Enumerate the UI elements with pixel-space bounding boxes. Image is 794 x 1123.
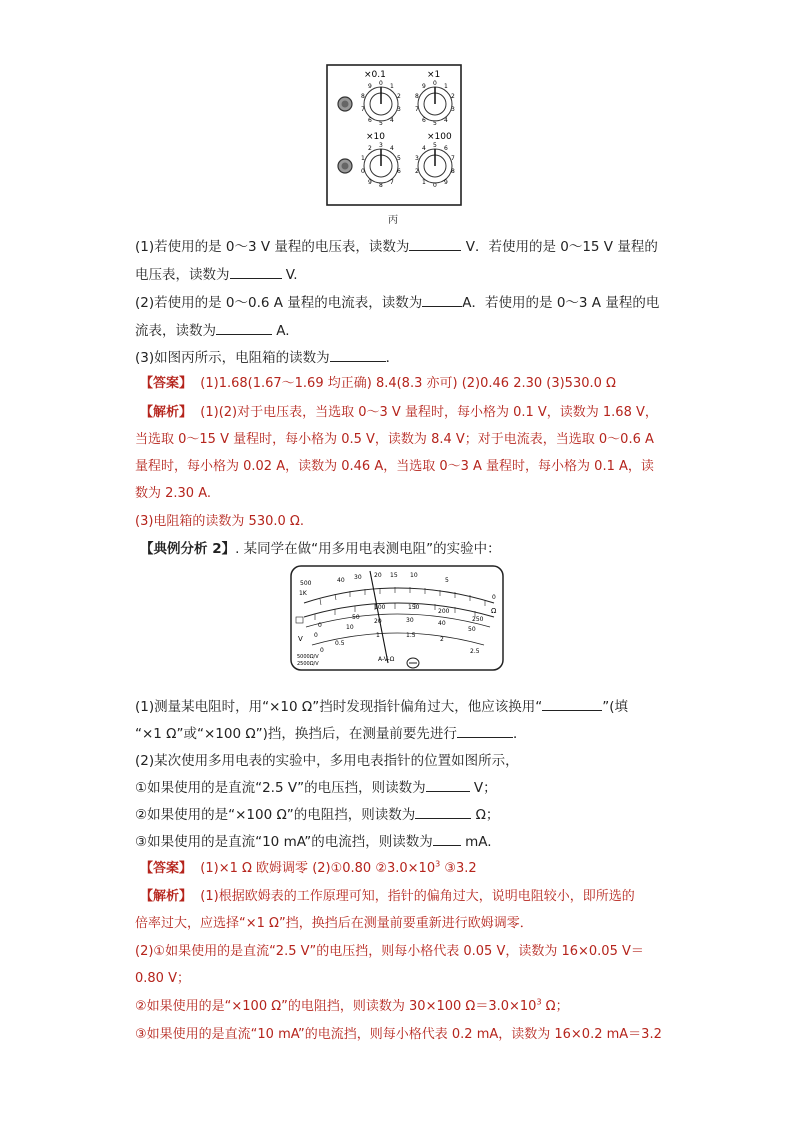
explanation-1-line3: 量程时，每小格为 0.02 A，读数为 0.46 A，当选取 0～3 A 量程时，每小格为 0.1 A，读: [135, 459, 654, 474]
ac-scale-label: 2.5: [470, 648, 480, 655]
svg-text:1: 1: [444, 83, 448, 90]
explanation-label: 【解析】: [140, 405, 193, 420]
example-2-heading: [140, 539, 501, 559]
function-label: A-V-Ω: [378, 656, 395, 663]
sensitivity-label-dc: 5000Ω/V: [297, 654, 319, 660]
svg-text:0: 0: [379, 80, 383, 87]
answer-blank: [216, 320, 272, 335]
svg-text:4: 4: [390, 117, 394, 124]
q1-text: V．若使用的是 0～15 V 量程的: [465, 239, 658, 255]
svg-text:2: 2: [415, 168, 419, 175]
small-scale-label: 50: [468, 626, 476, 633]
small-scale-label: 0: [314, 632, 318, 639]
ac-scale-label: 0.5: [335, 640, 345, 647]
q1-text: A.: [276, 323, 290, 339]
explanation-1-line4: 数为 2.30 A.: [135, 486, 212, 501]
q2-text: ”(填: [602, 699, 628, 715]
multimeter-face: [290, 565, 504, 671]
answer-blank: [426, 777, 470, 792]
answer-blank: [457, 723, 513, 738]
svg-text:5: 5: [379, 120, 383, 127]
answer-exponent: 3: [435, 859, 441, 869]
ac-scale-label: 2: [440, 636, 444, 643]
small-scale-label: 30: [406, 617, 414, 624]
explanation-1-line5: (3)电阻箱的读数为 530.0 Ω.: [135, 514, 304, 529]
svg-text:8: 8: [379, 182, 383, 189]
dial-label-x10: ×10: [366, 132, 385, 142]
resistance-box-figure: [326, 64, 462, 206]
svg-text:3: 3: [397, 106, 401, 113]
q2-line2: [135, 723, 526, 744]
dial-label-x1: ×1: [427, 70, 441, 80]
answer-blank: [409, 236, 461, 251]
small-scale-label: 10: [346, 624, 354, 631]
mid-scale-label: 200: [438, 608, 450, 615]
q2-text: “×1 Ω”或“×100 Ω”)挡，换挡后，在测量前要先进行: [135, 726, 457, 742]
q2-line5: [135, 804, 499, 825]
figure-caption: 丙: [388, 215, 398, 226]
svg-text:7: 7: [361, 106, 365, 113]
svg-text:1: 1: [390, 83, 394, 90]
explanation-1-line2: 当选取 0～15 V 量程时，每小格为 0.5 V，读数为 8.4 V；对于电流表，当选取 0～0.6 A: [135, 432, 654, 447]
q1-text: V.: [285, 267, 298, 283]
svg-text:5: 5: [433, 142, 437, 149]
svg-text:7: 7: [415, 106, 419, 113]
answer-text: ③3.2: [440, 861, 477, 876]
small-scale-label: 20: [374, 618, 382, 625]
explanation-text: (1)(2)对于电压表，当选取 0～3 V 量程时，每小格为 0.1 V，读数为 1.68 V，: [200, 405, 658, 420]
q1-text: A．若使用的是 0～3 A 量程的电: [462, 295, 660, 311]
ac-scale-label: 0: [320, 647, 324, 654]
answer-blank: [433, 831, 461, 846]
multimeter-figure: [290, 565, 504, 671]
svg-text:9: 9: [368, 179, 372, 186]
mid-scale-label: 250: [472, 616, 484, 623]
explanation-2-line1: [140, 887, 635, 907]
answer-blank: [542, 696, 602, 711]
svg-text:2: 2: [451, 93, 455, 100]
svg-text:4: 4: [390, 145, 394, 152]
q1-line3: [135, 292, 659, 313]
q1-line2: [135, 264, 298, 285]
explanation-2-line4: 0.80 V；: [135, 971, 190, 986]
q1-text: (2)若使用的是 0～0.6 A 量程的电流表，读数为: [135, 295, 423, 311]
q2-text: ③如果使用的是直流“10 mA”的电流挡，则读数为: [135, 834, 433, 850]
top-scale-label-30: 30: [354, 574, 362, 581]
svg-text:0: 0: [433, 80, 437, 87]
svg-text:7: 7: [390, 179, 394, 186]
top-scale-label-1k: 1K: [299, 590, 307, 597]
svg-text:8: 8: [415, 93, 419, 100]
q2-line4: [135, 777, 497, 798]
answer-text: (1)×1 Ω 欧姆调零 (2)①0.80 ②3.0×10: [200, 861, 436, 876]
q1-line4: [135, 320, 290, 341]
answer-1: [140, 374, 616, 394]
answer-blank: [422, 292, 462, 307]
explanation-2-line3: (2)①如果使用的是直流“2.5 V”的电压挡，则每小格代表 0.05 V，读数为 16×0.05 V＝: [135, 944, 644, 959]
top-scale-label-500: 500: [300, 580, 312, 587]
svg-text:7: 7: [451, 155, 455, 162]
svg-text:1: 1: [422, 179, 426, 186]
answer-blank: [330, 347, 386, 362]
small-scale-label: 40: [438, 620, 446, 627]
explanation-2-line6: ③如果使用的是直流“10 mA”的电流挡，则每小格代表 0.2 mA，读数为 16×0.2 mA＝3.2: [135, 1027, 662, 1042]
svg-text:0: 0: [361, 168, 365, 175]
explanation-2-line5: [135, 997, 569, 1017]
explanation-text: ②如果使用的是“×100 Ω”的电阻挡，则读数为 30×100 Ω＝3.0×10: [135, 999, 537, 1014]
svg-text:5: 5: [397, 155, 401, 162]
q1-line5: [135, 347, 399, 368]
svg-text:3: 3: [379, 142, 383, 149]
svg-text:2: 2: [397, 93, 401, 100]
q1-text: 流表，读数为: [135, 323, 216, 339]
ohm-symbol: Ω: [491, 607, 497, 615]
top-scale-label-10: 10: [410, 572, 418, 579]
mid-scale-label: 0: [318, 622, 322, 629]
q2-text: ②如果使用的是“×100 Ω”的电阻挡，则读数为: [135, 807, 416, 823]
q2-text: ．: [512, 726, 527, 742]
svg-text:4: 4: [422, 145, 426, 152]
svg-text:9: 9: [444, 179, 448, 186]
q2-text: (1)测量某电阻时，用“×10 Ω”挡时发现指针偏角过大，他应该换用“: [135, 699, 543, 715]
top-scale-label-0: 0: [492, 594, 496, 601]
top-scale-label-5: 5: [445, 577, 449, 584]
explanation-1-line1: [140, 403, 658, 423]
dial-label-x100: ×100: [427, 132, 452, 142]
ac-scale-label: 1.5: [406, 632, 416, 639]
q2-text: mA.: [465, 834, 492, 850]
svg-text:4: 4: [444, 117, 448, 124]
q1-line1: [135, 236, 658, 257]
answer-blank: [415, 804, 471, 819]
svg-text:6: 6: [368, 117, 372, 124]
q1-text: 电压表，读数为: [135, 267, 230, 283]
explanation-2-line2: 倍率过大，应选择“×1 Ω”挡，换挡后在测量前要重新进行欧姆调零．: [135, 916, 533, 931]
explanation-label: 【解析】: [140, 889, 193, 904]
q2-text: Ω；: [475, 807, 500, 823]
svg-text:9: 9: [368, 83, 372, 90]
svg-text:3: 3: [415, 155, 419, 162]
q2-line3: (2)某次使用多用电表的实验中，多用电表指针的位置如图所示，: [135, 753, 519, 769]
top-scale-label-40: 40: [337, 577, 345, 584]
explanation-exponent: 3: [536, 997, 542, 1007]
svg-text:6: 6: [444, 145, 448, 152]
q2-line6: [135, 831, 492, 852]
answer-label: 【答案】: [140, 376, 193, 391]
explanation-text: Ω；: [541, 999, 569, 1014]
dial-label-x01: ×0.1: [364, 70, 386, 80]
ac-scale-label: 1: [376, 632, 380, 639]
example-text: . 某同学在做“用多用电表测电阻”的实验中：: [235, 541, 501, 557]
answer-blank: [230, 264, 282, 279]
svg-text:8: 8: [451, 168, 455, 175]
mid-scale-label: 100: [374, 604, 386, 611]
q2-line1: [135, 696, 628, 717]
answer-text: (1)1.68(1.67～1.69 均正确) 8.4(8.3 亦可) (2)0.46 2.30 (3)530.0 Ω: [200, 376, 616, 391]
q2-text: ①如果使用的是直流“2.5 V”的电压挡，则读数为: [135, 780, 426, 796]
q1-text: (3)如图丙所示，电阻箱的读数为: [135, 350, 330, 366]
q1-text: ．: [385, 350, 400, 366]
svg-text:3: 3: [451, 106, 455, 113]
q2-text: V；: [473, 780, 497, 796]
explanation-text: (1)根据欧姆表的工作原理可知，指针的偏角过大，说明电阻较小，即所选的: [200, 889, 635, 904]
svg-text:1: 1: [361, 155, 365, 162]
svg-text:2: 2: [368, 145, 372, 152]
mid-scale-label: 150: [408, 604, 420, 611]
svg-text:0: 0: [433, 182, 437, 189]
svg-text:6: 6: [422, 117, 426, 124]
mid-scale-label: 50: [352, 614, 360, 621]
svg-text:5: 5: [433, 120, 437, 127]
resistance-box-drawing: [326, 64, 462, 206]
top-scale-label-20: 20: [374, 572, 382, 579]
example-title: 【典例分析 2】: [140, 541, 236, 557]
svg-text:9: 9: [422, 83, 426, 90]
sensitivity-label-ac: 2500Ω/V: [297, 661, 319, 667]
svg-text:6: 6: [397, 168, 401, 175]
v-symbol: V: [298, 635, 303, 643]
q1-text: (1)若使用的是 0～3 V 量程的电压表，读数为: [135, 239, 410, 255]
answer-label: 【答案】: [140, 861, 193, 876]
answer-2: [140, 859, 477, 879]
top-scale-label-15: 15: [390, 572, 398, 579]
svg-text:8: 8: [361, 93, 365, 100]
